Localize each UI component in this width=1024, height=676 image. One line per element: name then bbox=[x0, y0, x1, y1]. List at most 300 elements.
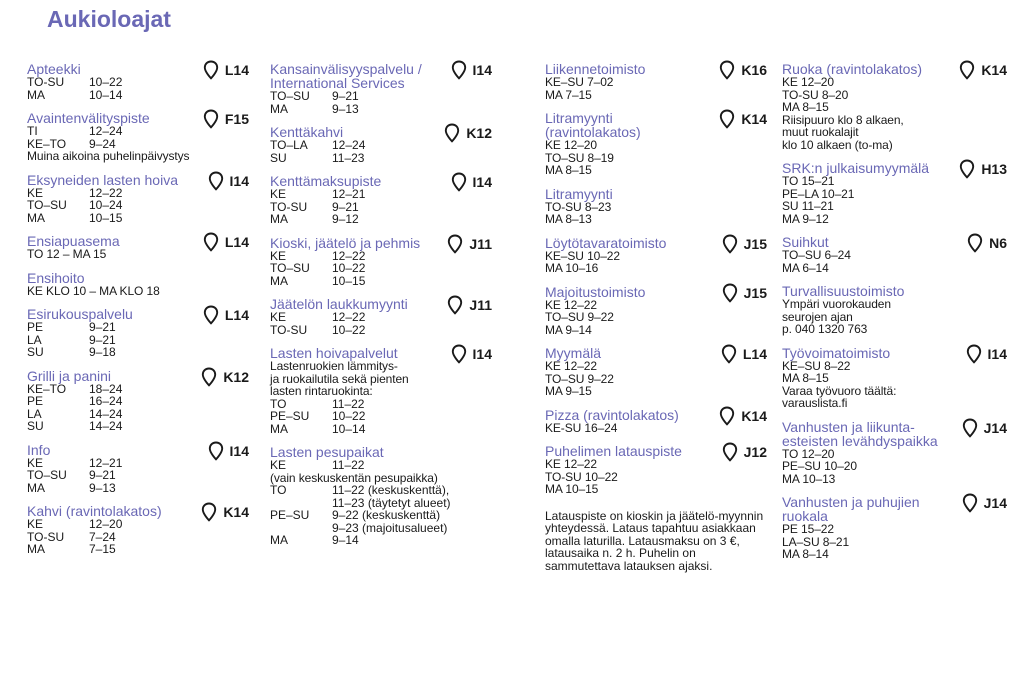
location-code: K14 bbox=[741, 111, 767, 127]
map-pin-icon bbox=[722, 234, 738, 254]
service-name: Työvoimatoimisto bbox=[782, 344, 891, 361]
hours-line: MA 9–14 bbox=[545, 322, 592, 337]
hours-line: MA 8–15 bbox=[782, 371, 829, 385]
hours-time: 9–21 bbox=[332, 199, 359, 214]
hours-row bbox=[27, 543, 249, 556]
hours-time: 10–24 bbox=[89, 198, 123, 212]
service-entry bbox=[270, 297, 492, 336]
location bbox=[208, 171, 249, 191]
hours-row bbox=[270, 423, 492, 436]
hours-day: TO-SU bbox=[270, 322, 308, 337]
location-code: J12 bbox=[743, 444, 767, 460]
hours-row bbox=[27, 395, 249, 408]
location bbox=[722, 283, 767, 303]
hours-row bbox=[270, 90, 492, 103]
location bbox=[962, 418, 1007, 438]
hours-line: muut ruokalajit bbox=[782, 125, 859, 139]
service-entry bbox=[782, 284, 1007, 336]
hours-day: TO–SU bbox=[270, 89, 310, 103]
hours-day: KE bbox=[270, 187, 287, 201]
hours-day: TO bbox=[270, 483, 287, 497]
service-name: Grilli ja panini bbox=[27, 367, 112, 384]
location bbox=[966, 344, 1007, 364]
hours-line: PE–LA 10–21 bbox=[782, 186, 855, 201]
hours-time: 9–21 bbox=[89, 320, 116, 334]
location-code: I14 bbox=[987, 345, 1007, 362]
service-name: Kenttämaksupiste bbox=[270, 173, 382, 189]
hours-time: 9–21 bbox=[332, 89, 359, 103]
service-name: Ensihoito bbox=[27, 269, 85, 286]
hours-line: KE 12–22 bbox=[545, 359, 597, 373]
service-entry bbox=[270, 236, 492, 288]
hours-time: 9–21 bbox=[89, 332, 116, 347]
hours-line: TO–SU 9–22 bbox=[545, 310, 614, 324]
hours-row bbox=[270, 275, 492, 288]
service-note: Latauspiste on kioskin ja jäätelö-myynnin yhteydessä. Lataus tapahtuu asiakkaan omalla laturilla. Latausmaksu on 3 €, latausaika n. 2 h. Puhelin on sammutettava latauksen ajaksi. bbox=[545, 508, 764, 573]
hours-line: MA 6–14 bbox=[782, 260, 829, 275]
hours-day: TO-SU bbox=[27, 75, 65, 89]
map-pin-icon bbox=[719, 406, 735, 426]
service-entry bbox=[270, 346, 492, 435]
service-name: Liikennetoimisto bbox=[545, 61, 646, 77]
location bbox=[451, 60, 492, 80]
hours-time: 12–24 bbox=[89, 124, 123, 138]
hours-time: 9–21 bbox=[89, 468, 116, 482]
hours-line: TO 15–21 bbox=[782, 174, 835, 188]
hours-time: 11–22 bbox=[332, 396, 365, 411]
location bbox=[722, 234, 767, 254]
location bbox=[208, 441, 249, 461]
hours-row bbox=[270, 522, 492, 535]
hours-row bbox=[27, 531, 249, 544]
hours-time: 11–23 bbox=[332, 150, 365, 165]
hours-line: lasten rintaruokinta: bbox=[270, 384, 373, 398]
service-entry bbox=[270, 174, 492, 226]
hours-line: ja ruokailutila sekä pienten bbox=[270, 371, 409, 386]
location bbox=[962, 493, 1007, 513]
hours-time: 18–24 bbox=[89, 381, 123, 396]
hours-day: MA bbox=[27, 87, 45, 102]
service-entry bbox=[27, 234, 249, 261]
hours-line: MA 7–15 bbox=[545, 87, 592, 102]
hours-day: TO–SU bbox=[27, 468, 67, 482]
map-pin-icon bbox=[962, 493, 978, 513]
hours-line: klo 10 alkaen (to-ma) bbox=[782, 137, 893, 152]
hours-line: TO–SU 6–24 bbox=[782, 248, 851, 262]
map-pin-icon bbox=[203, 232, 219, 252]
service-entry bbox=[782, 495, 1007, 561]
hours-line: MA 9–12 bbox=[782, 211, 829, 226]
hours-line: MA 10–13 bbox=[782, 471, 836, 486]
map-pin-icon bbox=[208, 441, 224, 461]
map-pin-icon bbox=[447, 234, 463, 254]
service-entry bbox=[545, 346, 767, 398]
service-name: Myymälä bbox=[545, 345, 602, 361]
hours-day: KE–TO bbox=[27, 381, 67, 396]
service-name: Eksyneiden lasten hoiva bbox=[27, 171, 178, 188]
location-code: H13 bbox=[981, 161, 1007, 177]
service-entry bbox=[782, 346, 1007, 410]
map-pin-icon bbox=[966, 344, 982, 364]
hours-day: MA bbox=[270, 533, 288, 547]
hours-time: 9–22 (keskuskenttä) bbox=[332, 508, 441, 522]
location-code: K14 bbox=[981, 62, 1007, 78]
hours-day: KE bbox=[270, 458, 287, 472]
hours-time: 12–22 bbox=[89, 185, 123, 200]
map-pin-icon bbox=[203, 305, 219, 325]
hours-row bbox=[270, 324, 492, 337]
hours-line: KE–SU 7–02 bbox=[545, 75, 614, 89]
hours-time: 10–15 bbox=[89, 210, 123, 225]
hours-time: 7–24 bbox=[89, 529, 116, 544]
location bbox=[722, 442, 767, 462]
service-name: Vanhusten ja puhujien ruokala bbox=[782, 494, 920, 524]
hours-row bbox=[27, 89, 249, 102]
location bbox=[201, 502, 249, 522]
hours-day: PE–SU bbox=[270, 508, 310, 522]
location bbox=[719, 406, 767, 426]
hours-line: TO–SU 9–22 bbox=[545, 371, 614, 386]
service-name: Pizza (ravintolakatos) bbox=[545, 406, 679, 423]
service-name: SRK:n julkaisumyymälä bbox=[782, 160, 930, 176]
service-entry bbox=[545, 236, 767, 275]
service-entry bbox=[545, 285, 767, 337]
service-name: Puhelimen latauspiste bbox=[545, 443, 682, 459]
service-entry bbox=[270, 125, 492, 164]
hours-time: 10–14 bbox=[89, 87, 123, 102]
hours-time: 9–24 bbox=[89, 136, 116, 151]
hours-line: PE 15–22 bbox=[782, 522, 834, 536]
hours-time: 14–24 bbox=[89, 419, 123, 433]
hours-day: KE bbox=[270, 310, 287, 324]
hours-day: TO–SU bbox=[270, 261, 310, 275]
hours-day: SU bbox=[27, 345, 44, 359]
map-pin-icon bbox=[451, 172, 467, 192]
service-entry bbox=[27, 173, 249, 225]
hours-time: 9–13 bbox=[332, 101, 359, 116]
hours-row bbox=[270, 410, 492, 423]
service-entry bbox=[27, 443, 249, 495]
hours-line: varauslista.fi bbox=[782, 396, 848, 410]
location-code: I14 bbox=[229, 172, 249, 189]
hours-row bbox=[270, 262, 492, 275]
hours-day: SU bbox=[270, 150, 287, 165]
hours-day: KE bbox=[27, 455, 44, 470]
location bbox=[959, 159, 1007, 179]
hours-day: TO bbox=[270, 396, 287, 411]
hours-day: KE bbox=[27, 185, 44, 200]
hours-line: SU 11–21 bbox=[782, 199, 834, 213]
hours-line: PE–SU 10–20 bbox=[782, 459, 857, 473]
hours-line: MA 8–13 bbox=[545, 212, 592, 226]
hours-day: LA bbox=[27, 332, 42, 347]
location bbox=[447, 234, 492, 254]
location-code: L14 bbox=[224, 62, 249, 78]
service-name: Esirukouspalvelu bbox=[27, 306, 133, 322]
location-code: L14 bbox=[742, 346, 767, 362]
service-entry bbox=[545, 187, 767, 226]
service-name: Löytötavaratoimisto bbox=[545, 234, 667, 251]
hours-line: KE-SU 16–24 bbox=[545, 420, 618, 435]
hours-time: 9–18 bbox=[89, 345, 116, 359]
hours-day: MA bbox=[27, 542, 45, 556]
map-pin-icon bbox=[722, 442, 738, 462]
hours-time: 10–22 bbox=[332, 261, 366, 275]
map-pin-icon bbox=[451, 344, 467, 364]
map-pin-icon bbox=[447, 295, 463, 315]
service-name: Apteekki bbox=[27, 61, 81, 77]
location-code: I14 bbox=[229, 442, 249, 459]
service-entry bbox=[545, 62, 767, 101]
service-name: Ruoka (ravintolakatos) bbox=[782, 61, 923, 77]
hours-day: TI bbox=[27, 124, 38, 138]
service-entry bbox=[27, 504, 249, 556]
hours-line: Varaa työvuoro täältä: bbox=[782, 383, 897, 398]
location-code: I14 bbox=[472, 346, 492, 362]
location bbox=[719, 109, 767, 129]
service-entry bbox=[27, 307, 249, 359]
hours-time: 12–24 bbox=[332, 138, 366, 152]
hours-day: MA bbox=[270, 421, 288, 436]
location-code: L14 bbox=[224, 307, 249, 323]
hours-line: TO-SU 8–23 bbox=[545, 199, 612, 214]
location-code: F15 bbox=[224, 111, 249, 127]
service-name: Kioski, jäätelö ja pehmis bbox=[270, 234, 421, 251]
hours-row bbox=[270, 509, 492, 522]
map-pin-icon bbox=[451, 60, 467, 80]
hours-time: 12–22 bbox=[332, 248, 366, 263]
location bbox=[203, 109, 249, 129]
hours-day: LA bbox=[27, 406, 42, 421]
service-name: Ensiapuasema bbox=[27, 233, 120, 249]
hours-line: KE 12–22 bbox=[545, 297, 597, 312]
hours-day: TO-SU bbox=[270, 199, 308, 214]
hours-line: KE–SU 8–22 bbox=[782, 358, 851, 373]
hours-row bbox=[27, 346, 249, 359]
hours-line: TO-SU 8–20 bbox=[782, 87, 849, 102]
location bbox=[203, 60, 249, 80]
map-pin-icon bbox=[719, 109, 735, 129]
map-pin-icon bbox=[959, 60, 975, 80]
service-name: Kansainvälisyyspalvelu / International Services bbox=[270, 61, 422, 91]
hours-day: PE–SU bbox=[270, 409, 310, 423]
hours-line: KE 12–20 bbox=[782, 75, 834, 89]
hours-day: SU bbox=[27, 419, 44, 433]
map-pin-icon bbox=[203, 109, 219, 129]
page-title: Aukioloajat bbox=[47, 6, 171, 32]
hours-line: MA 10–16 bbox=[545, 261, 599, 275]
column-3 bbox=[545, 62, 767, 582]
hours-line: p. 040 1320 763 bbox=[782, 322, 868, 336]
hours-day: MA bbox=[27, 210, 45, 225]
service-entry bbox=[545, 444, 767, 572]
service-name: Litramyynti (ravintolakatos) bbox=[545, 110, 641, 140]
hours-time: 9–23 (majoitusalueet) bbox=[332, 520, 448, 535]
service-entry bbox=[270, 62, 492, 115]
service-name: Lasten pesupaikat bbox=[270, 444, 384, 460]
service-name: Jäätelön laukkumyynti bbox=[270, 296, 408, 312]
map-pin-icon bbox=[208, 171, 224, 191]
location-code: J11 bbox=[469, 297, 492, 313]
location-code: K16 bbox=[741, 62, 767, 78]
hours-day: PE bbox=[27, 320, 44, 334]
service-entry bbox=[270, 445, 492, 547]
hours-time: 9–12 bbox=[332, 212, 359, 226]
hours-line: MA 10–15 bbox=[545, 482, 599, 496]
location bbox=[451, 344, 492, 364]
hours-line: TO 12 – MA 15 bbox=[27, 247, 107, 261]
service-name: Litramyynti bbox=[545, 185, 613, 202]
hours-time: 10–22 bbox=[332, 409, 366, 423]
hours-time: 14–24 bbox=[89, 406, 123, 421]
hours-line: KE 12–22 bbox=[545, 457, 597, 471]
hours-line: (vain keskuskentän pesupaikka) bbox=[270, 470, 438, 485]
column-1 bbox=[27, 62, 249, 566]
hours-time: 11–22 (keskuskenttä), bbox=[332, 483, 450, 497]
hours-row bbox=[270, 459, 492, 472]
location bbox=[721, 344, 767, 364]
location bbox=[719, 60, 767, 80]
hours-row bbox=[27, 420, 249, 433]
service-entry bbox=[27, 111, 249, 163]
hours-time: 12–21 bbox=[332, 187, 366, 201]
hours-time: 9–13 bbox=[89, 480, 116, 495]
hours-day: TO-SU bbox=[27, 529, 65, 544]
service-name: Info bbox=[27, 441, 51, 458]
hours-row bbox=[27, 199, 249, 212]
hours-line: MA 8–15 bbox=[782, 100, 829, 114]
map-pin-icon bbox=[201, 367, 217, 387]
hours-day: TO–SU bbox=[27, 198, 67, 212]
hours-line: MA 8–14 bbox=[782, 547, 829, 561]
map-pin-icon bbox=[959, 159, 975, 179]
service-name: Lasten hoivapalvelut bbox=[270, 345, 398, 361]
location-code: J15 bbox=[743, 235, 767, 252]
hours-time: 12–22 bbox=[332, 310, 366, 324]
service-name: Kenttäkahvi bbox=[270, 124, 344, 140]
location-code: K12 bbox=[466, 125, 492, 141]
service-entry bbox=[27, 369, 249, 433]
location-code: L14 bbox=[224, 234, 249, 250]
location bbox=[201, 367, 249, 387]
location bbox=[203, 232, 249, 252]
service-name: Avaintenvälityspiste bbox=[27, 110, 150, 126]
hours-row bbox=[27, 469, 249, 482]
hours-line: LA–SU 8–21 bbox=[782, 534, 850, 549]
hours-row bbox=[270, 103, 492, 116]
location-code: N6 bbox=[989, 235, 1007, 251]
map-pin-icon bbox=[722, 283, 738, 303]
hours-row bbox=[27, 334, 249, 347]
hours-row bbox=[270, 484, 492, 497]
hours-time: 9–14 bbox=[332, 533, 359, 547]
hours-day: MA bbox=[27, 480, 45, 495]
hours-time: 10–22 bbox=[332, 322, 366, 337]
location-code: J14 bbox=[983, 495, 1007, 511]
hours-row bbox=[270, 213, 492, 226]
hours-line: MA 9–15 bbox=[545, 384, 592, 398]
location bbox=[444, 123, 492, 143]
service-name: Turvallisuustoimisto bbox=[782, 283, 905, 299]
map-pin-icon bbox=[203, 60, 219, 80]
hours-line: seurojen ajan bbox=[782, 309, 853, 324]
hours-time: 11–23 (täytetyt alueet) bbox=[332, 495, 451, 510]
location-code: I14 bbox=[472, 62, 492, 78]
hours-row bbox=[270, 534, 492, 547]
hours-line: TO 12–20 bbox=[782, 446, 835, 461]
map-pin-icon bbox=[444, 123, 460, 143]
location-code: K14 bbox=[223, 504, 249, 520]
location-code: J11 bbox=[469, 235, 492, 252]
hours-time: 10–14 bbox=[332, 421, 366, 436]
map-pin-icon bbox=[962, 418, 978, 438]
service-entry bbox=[545, 111, 767, 177]
hours-line: TO–SU 8–19 bbox=[545, 150, 614, 165]
hours-line: MA 8–15 bbox=[545, 163, 592, 177]
hours-day: KE bbox=[27, 517, 44, 531]
location-code: I14 bbox=[472, 174, 492, 190]
service-name: Suihkut bbox=[782, 234, 829, 250]
hours-line: Muina aikoina puhelinpäivystys bbox=[27, 149, 190, 163]
hours-line: TO-SU 10–22 bbox=[545, 469, 618, 484]
hours-day: KE bbox=[270, 248, 287, 263]
map-pin-icon bbox=[967, 233, 983, 253]
hours-row bbox=[270, 152, 492, 165]
hours-row bbox=[27, 482, 249, 495]
hours-day: TO–LA bbox=[270, 138, 308, 152]
location bbox=[203, 305, 249, 325]
service-name: Majoitustoimisto bbox=[545, 283, 646, 300]
column-2 bbox=[270, 62, 492, 557]
location bbox=[447, 295, 492, 315]
hours-day: MA bbox=[270, 212, 288, 226]
hours-line: KE 12–20 bbox=[545, 138, 597, 152]
hours-time: 12–21 bbox=[89, 455, 123, 470]
hours-line: Lastenruokien lämmitys- bbox=[270, 359, 398, 373]
service-entry bbox=[545, 408, 767, 435]
service-entry bbox=[782, 62, 1007, 151]
map-pin-icon bbox=[201, 502, 217, 522]
service-entry bbox=[782, 235, 1007, 274]
hours-time: 10–15 bbox=[332, 273, 366, 288]
hours-time: 7–15 bbox=[89, 542, 116, 556]
location-code: J15 bbox=[743, 284, 767, 301]
location bbox=[451, 172, 492, 192]
hours-day: PE bbox=[27, 394, 44, 408]
map-pin-icon bbox=[721, 344, 737, 364]
column-4 bbox=[782, 62, 1007, 571]
hours-day: KE–TO bbox=[27, 136, 67, 151]
hours-row bbox=[270, 201, 492, 214]
location bbox=[959, 60, 1007, 80]
location bbox=[967, 233, 1007, 253]
hours-line: Riisipuuro klo 8 alkaen, bbox=[782, 112, 904, 127]
hours-day: MA bbox=[270, 273, 288, 288]
location-code: K14 bbox=[741, 407, 767, 424]
hours-line: KE–SU 10–22 bbox=[545, 248, 620, 263]
hours-line: Ympäri vuorokauden bbox=[782, 297, 891, 311]
hours-day: MA bbox=[270, 101, 288, 116]
service-entry bbox=[27, 62, 249, 101]
location-code: K12 bbox=[223, 368, 249, 385]
hours-row bbox=[27, 408, 249, 421]
hours-line: KE KLO 10 – MA KLO 18 bbox=[27, 283, 160, 298]
map-pin-icon bbox=[719, 60, 735, 80]
service-entry bbox=[27, 271, 249, 298]
service-entry bbox=[782, 161, 1007, 225]
hours-row bbox=[27, 212, 249, 225]
hours-time: 10–22 bbox=[89, 75, 123, 89]
